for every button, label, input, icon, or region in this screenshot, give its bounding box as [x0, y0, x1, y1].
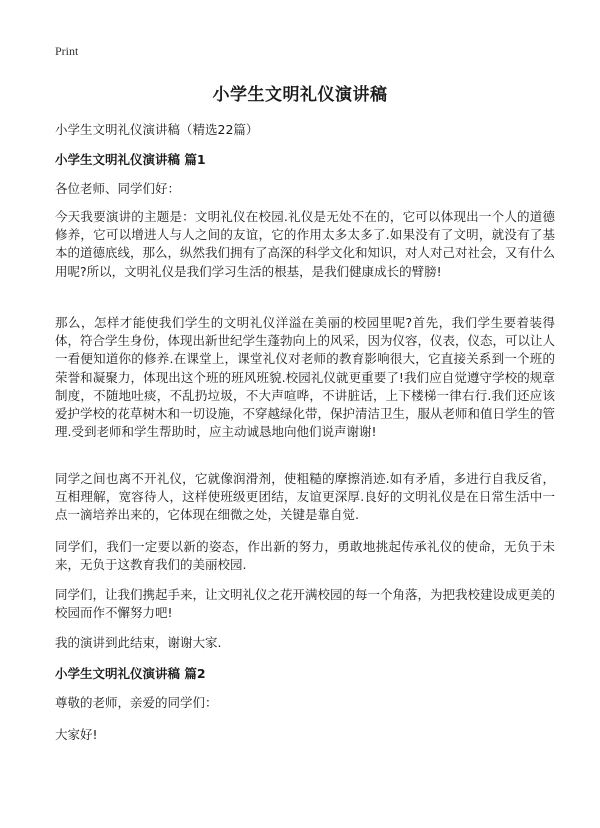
- paragraph-call-to-action: 同学们，让我们携起手来，让文明礼仪之花开满校园的每一个角落，为把我校建设成更美的校园而作不懈努力吧!: [55, 587, 556, 621]
- paragraph-mission: 同学们，我们一定要以新的姿态，作出新的努力，勇敢地挑起传承礼仪的使命，无负于未来，无负于这教育我们的美丽校园.: [55, 539, 555, 573]
- print-label: Print: [55, 44, 79, 58]
- paragraph-greeting-2: 尊敬的老师，亲爱的同学们：: [55, 695, 218, 710]
- section-heading-2: 小学生文明礼仪演讲稿 篇2: [55, 666, 206, 681]
- paragraph-how-to: 那么，怎样才能使我们学生的文明礼仪洋溢在美丽的校园里呢?首先，我们学生要着装得体，符合学生身份，体现出新世纪学生蓬勃向上的风采，因为仪容，仪表，仪态，可以让人一看便知道你的修养.在课堂上，课堂礼仪对老师的教育影响很大，它直接关系到一个班的荣誉和凝聚力，体现出这个班的班风班貌.校园礼仪就更重要了!我们应自觉遵守学校的规章制度，不随地吐痰，不乱扔垃圾，不大声喧哗，不讲脏话，上下楼梯一律右行.我们还应该爱护学校的花草树木和一切设施，不穿越绿化带，保护清洁卫生，服从老师和值日学生的管理.受到老师和学生帮助时，应主动诚恳地向他们说声谢谢!: [55, 315, 556, 440]
- document-subtitle: 小学生文明礼仪演讲稿（精选22篇）: [55, 122, 259, 137]
- paragraph-greeting-1: 各位老师、同学们好：: [55, 181, 181, 196]
- paragraph-topic: 今天我要演讲的主题是：文明礼仪在校园.礼仪是无处不在的，它可以体现出一个人的道德修养，它可以增进人与人之间的友谊，它的作用太多太多了.如果没有了文明，就没有了基本的道德底线，那么，纵然我们拥有了高深的科学文化和知识，对人对己对社会，又有什么用呢?所以，文明礼仪是我们学习生活的根基，是我们健康成长的臂膀!: [55, 209, 556, 279]
- section-heading-1: 小学生文明礼仪演讲稿 篇1: [55, 152, 206, 167]
- page-title: 小学生文明礼仪演讲稿: [212, 85, 388, 105]
- paragraph-hello: 大家好!: [55, 727, 98, 742]
- paragraph-closing: 我的演讲到此结束，谢谢大家.: [55, 635, 222, 650]
- paragraph-classmates: 同学之间也离不开礼仪，它就像润滑剂，使粗糙的摩擦消迹.如有矛盾，多进行自我反省，互相理解，宽容待人，这样使班级更团结，友谊更深厚.良好的文明礼仪是在日常生活中一点一滴培养出来的，它体现在细微之处，关键是靠自觉.: [55, 471, 555, 523]
